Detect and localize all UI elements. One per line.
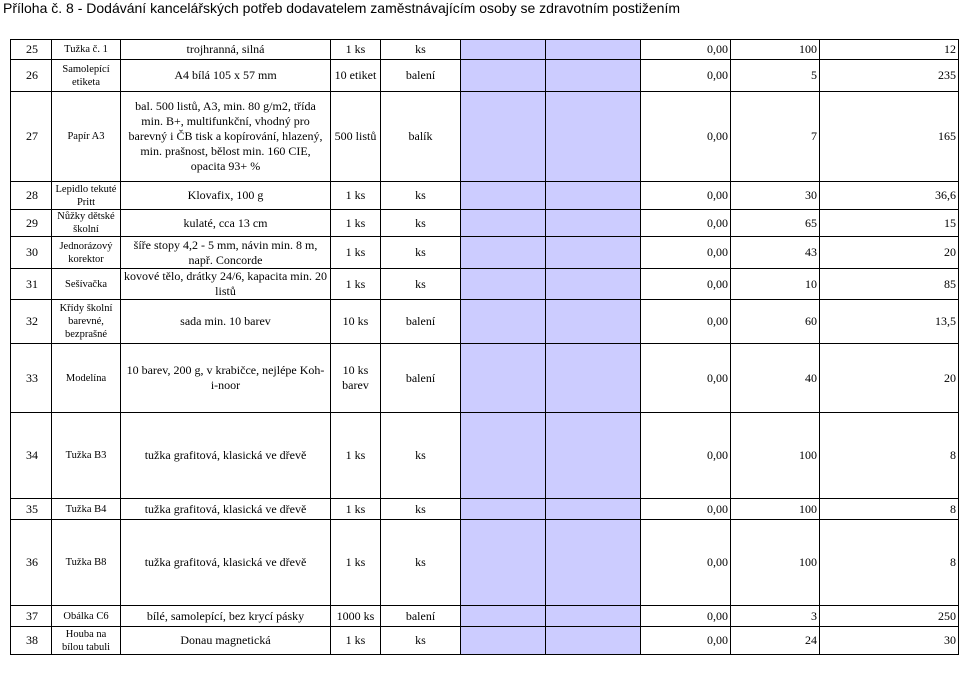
item-price: 0,00 <box>641 60 731 92</box>
price-input-cell[interactable] <box>546 92 641 182</box>
item-price: 0,00 <box>641 413 731 499</box>
item-description: kulaté, cca 13 cm <box>121 210 331 237</box>
item-description: tužka grafitová, klasická ve dřevě <box>121 413 331 499</box>
price-input-cell[interactable] <box>546 182 641 210</box>
item-description: bal. 500 listů, A3, min. 80 g/m2, třída min. B+, multifunkční, vhodný pro barevný i ČB tisk a kopírování, hlazený, min. prašnost, bělost min. 160 CIE, opacita 93+ % <box>121 92 331 182</box>
products-table <box>10 39 959 655</box>
item-unit-price: 8 <box>820 520 959 606</box>
price-input-cell[interactable] <box>461 182 546 210</box>
table-row <box>11 627 959 655</box>
item-description: sada min. 10 barev <box>121 300 331 344</box>
table-row <box>11 210 959 237</box>
table-row <box>11 182 959 210</box>
item-count: 100 <box>731 499 820 520</box>
item-unit-price: 36,6 <box>820 182 959 210</box>
item-name: Papír A3 <box>52 92 121 182</box>
item-unit: balení <box>381 344 461 413</box>
item-quantity: 1 ks <box>331 499 381 520</box>
item-unit: ks <box>381 210 461 237</box>
item-price: 0,00 <box>641 520 731 606</box>
item-unit-price: 8 <box>820 499 959 520</box>
row-number: 36 <box>11 520 52 606</box>
item-quantity: 1 ks <box>331 210 381 237</box>
row-number: 38 <box>11 627 52 655</box>
item-price: 0,00 <box>641 499 731 520</box>
row-number: 26 <box>11 60 52 92</box>
item-name: Tužka B8 <box>52 520 121 606</box>
item-price: 0,00 <box>641 627 731 655</box>
item-count: 24 <box>731 627 820 655</box>
price-input-cell[interactable] <box>546 413 641 499</box>
item-count: 30 <box>731 182 820 210</box>
item-quantity: 500 listů <box>331 92 381 182</box>
item-count: 3 <box>731 606 820 627</box>
item-quantity: 1 ks <box>331 627 381 655</box>
item-quantity: 1000 ks <box>331 606 381 627</box>
row-number: 33 <box>11 344 52 413</box>
item-unit-price: 20 <box>820 237 959 269</box>
price-input-cell[interactable] <box>461 344 546 413</box>
item-unit: ks <box>381 520 461 606</box>
item-price: 0,00 <box>641 300 731 344</box>
item-unit: balík <box>381 92 461 182</box>
row-number: 28 <box>11 182 52 210</box>
table-body <box>11 40 959 655</box>
item-unit-price: 8 <box>820 413 959 499</box>
price-input-cell[interactable] <box>546 210 641 237</box>
price-input-cell[interactable] <box>546 60 641 92</box>
item-name: Křídy školní barevné, bezprašné <box>52 300 121 344</box>
item-unit-price: 85 <box>820 269 959 300</box>
item-unit-price: 30 <box>820 627 959 655</box>
table-row <box>11 300 959 344</box>
item-quantity: 1 ks <box>331 269 381 300</box>
table-row <box>11 92 959 182</box>
item-price: 0,00 <box>641 40 731 60</box>
item-name: Tužka B4 <box>52 499 121 520</box>
table-row <box>11 269 959 300</box>
item-quantity: 1 ks <box>331 40 381 60</box>
item-unit-price: 13,5 <box>820 300 959 344</box>
item-count: 100 <box>731 40 820 60</box>
item-name: Jednorázový korektor <box>52 237 121 269</box>
price-input-cell[interactable] <box>461 237 546 269</box>
item-unit-price: 20 <box>820 344 959 413</box>
item-unit: balení <box>381 300 461 344</box>
item-description: trojhranná, silná <box>121 40 331 60</box>
item-description: Klovafix, 100 g <box>121 182 331 210</box>
price-input-cell[interactable] <box>546 237 641 269</box>
price-input-cell[interactable] <box>546 627 641 655</box>
row-number: 25 <box>11 40 52 60</box>
table-row <box>11 413 959 499</box>
item-count: 5 <box>731 60 820 92</box>
item-unit-price: 250 <box>820 606 959 627</box>
item-unit-price: 165 <box>820 92 959 182</box>
item-name: Modelína <box>52 344 121 413</box>
item-quantity: 10 ks barev <box>331 344 381 413</box>
item-quantity: 1 ks <box>331 182 381 210</box>
item-unit-price: 235 <box>820 60 959 92</box>
row-number: 31 <box>11 269 52 300</box>
item-unit: ks <box>381 413 461 499</box>
item-unit: ks <box>381 269 461 300</box>
item-unit: ks <box>381 237 461 269</box>
item-description: tužka grafitová, klasická ve dřevě <box>121 499 331 520</box>
item-count: 40 <box>731 344 820 413</box>
item-count: 7 <box>731 92 820 182</box>
item-price: 0,00 <box>641 182 731 210</box>
row-number: 35 <box>11 499 52 520</box>
item-unit: balení <box>381 606 461 627</box>
item-count: 100 <box>731 520 820 606</box>
item-description: Donau magnetická <box>121 627 331 655</box>
row-number: 29 <box>11 210 52 237</box>
item-quantity: 1 ks <box>331 237 381 269</box>
page-title: Příloha č. 8 - Dodávání kancelářských potřeb dodavatelem zaměstnávajícím osoby se zdravotním postižením <box>3 0 680 16</box>
item-unit: ks <box>381 627 461 655</box>
item-count: 100 <box>731 413 820 499</box>
row-number: 30 <box>11 237 52 269</box>
item-count: 10 <box>731 269 820 300</box>
item-name: Tužka č. 1 <box>52 40 121 60</box>
item-quantity: 1 ks <box>331 520 381 606</box>
price-input-cell[interactable] <box>461 499 546 520</box>
item-name: Tužka B3 <box>52 413 121 499</box>
price-input-cell[interactable] <box>546 300 641 344</box>
item-unit-price: 15 <box>820 210 959 237</box>
table-row <box>11 344 959 413</box>
item-unit-price: 12 <box>820 40 959 60</box>
price-input-cell[interactable] <box>461 627 546 655</box>
price-input-cell[interactable] <box>461 520 546 606</box>
item-name: Houba na bílou tabuli <box>52 627 121 655</box>
price-input-cell[interactable] <box>461 300 546 344</box>
item-price: 0,00 <box>641 92 731 182</box>
price-input-cell[interactable] <box>461 40 546 60</box>
item-unit: ks <box>381 182 461 210</box>
item-count: 43 <box>731 237 820 269</box>
row-number: 34 <box>11 413 52 499</box>
price-input-cell[interactable] <box>546 499 641 520</box>
price-input-cell[interactable] <box>461 210 546 237</box>
item-unit: ks <box>381 40 461 60</box>
table-row <box>11 237 959 269</box>
item-name: Samolepící etiketa <box>52 60 121 92</box>
item-price: 0,00 <box>641 210 731 237</box>
item-price: 0,00 <box>641 269 731 300</box>
table-row <box>11 60 959 92</box>
price-input-cell[interactable] <box>461 60 546 92</box>
item-description: tužka grafitová, klasická ve dřevě <box>121 520 331 606</box>
table-row <box>11 499 959 520</box>
item-description: kovové tělo, drátky 24/6, kapacita min. 20 listů <box>121 269 331 300</box>
item-name: Lepidlo tekuté Pritt <box>52 182 121 210</box>
item-name: Nůžky dětské školní <box>52 210 121 237</box>
item-price: 0,00 <box>641 606 731 627</box>
price-input-cell[interactable] <box>546 344 641 413</box>
price-input-cell[interactable] <box>461 92 546 182</box>
item-price: 0,00 <box>641 237 731 269</box>
price-input-cell[interactable] <box>546 606 641 627</box>
price-input-cell[interactable] <box>546 40 641 60</box>
price-input-cell[interactable] <box>461 606 546 627</box>
item-description: šíře stopy 4,2 - 5 mm, návin min. 8 m, např. Concorde <box>121 237 331 269</box>
item-price: 0,00 <box>641 344 731 413</box>
item-count: 65 <box>731 210 820 237</box>
item-description: A4 bílá 105 x 57 mm <box>121 60 331 92</box>
price-input-cell[interactable] <box>461 269 546 300</box>
price-input-cell[interactable] <box>546 269 641 300</box>
item-unit: balení <box>381 60 461 92</box>
row-number: 32 <box>11 300 52 344</box>
item-count: 60 <box>731 300 820 344</box>
item-quantity: 10 ks <box>331 300 381 344</box>
item-unit: ks <box>381 499 461 520</box>
item-quantity: 1 ks <box>331 413 381 499</box>
table-row <box>11 520 959 606</box>
item-name: Sešívačka <box>52 269 121 300</box>
row-number: 27 <box>11 92 52 182</box>
row-number: 37 <box>11 606 52 627</box>
price-input-cell[interactable] <box>546 520 641 606</box>
table-row <box>11 606 959 627</box>
item-quantity: 10 etiket <box>331 60 381 92</box>
table-row <box>11 40 959 60</box>
item-description: 10 barev, 200 g, v krabičce, nejlépe Koh-i-noor <box>121 344 331 413</box>
item-name: Obálka C6 <box>52 606 121 627</box>
price-input-cell[interactable] <box>461 413 546 499</box>
item-description: bílé, samolepící, bez krycí pásky <box>121 606 331 627</box>
